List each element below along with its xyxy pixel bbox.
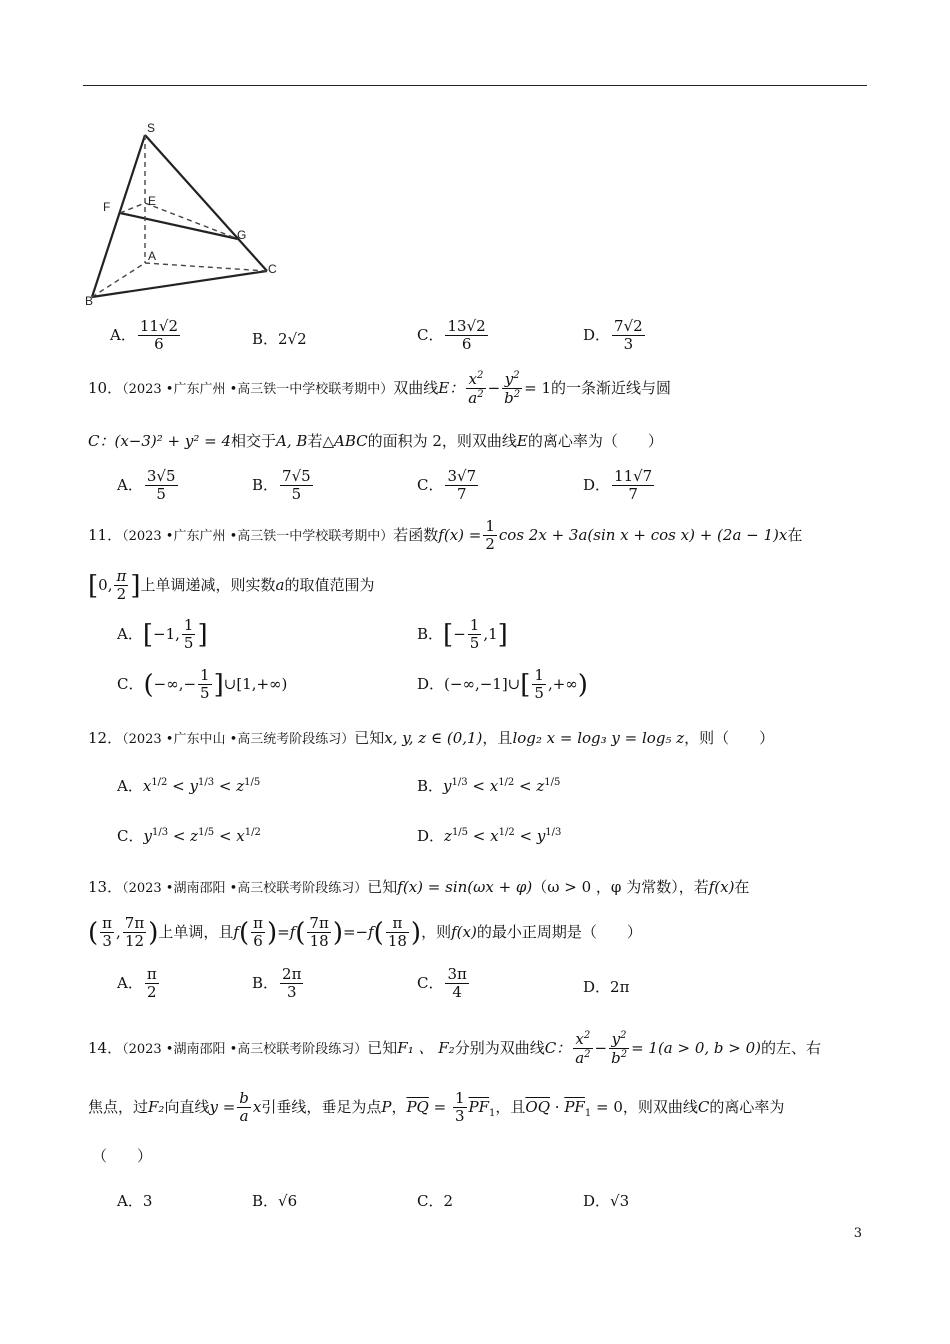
q13-option-a[interactable]: A． $\frac{\pi}{2}$	[117, 965, 157, 1002]
q10-stem-line2: C：(x−3)² + y² = 4相交于A, B若△ABC的面积为 2，则双曲线E的离心率为（ ）	[88, 432, 663, 450]
q11-option-d[interactable]: D．(−∞,−1]∪[ $\frac{1}{5}$ ,+∞)	[417, 666, 588, 703]
label-s: S	[147, 121, 156, 135]
q14-option-b[interactable]: B．√6	[252, 1192, 298, 1210]
q13-option-d[interactable]: D．2π	[583, 978, 630, 996]
q11-stem-line2: [0, $\frac{\pi}{2}$ ]上单调递减，则实数a的取值范围为	[88, 567, 375, 604]
q13-stem-line2: ( $\frac{\pi}{3}$ , $\frac{7\pi}{12}$ )上单调，且f( $\frac{\pi}{6}$ )=f( $\frac{7\pi}{18}$ )=−f( $\frac{\pi}{18}$ )，则f(x)的最小正周期是（ ）	[88, 914, 642, 951]
q10-option-a[interactable]: A． $\frac{3√5}{5}$	[117, 467, 176, 504]
q9-option-c[interactable]: C． $\frac{13√2}{6}$	[417, 317, 486, 354]
q9-option-b[interactable]: B．2√2	[252, 330, 307, 348]
q12-option-d[interactable]: D．$z^{1/5} < x^{1/2} < y^{1/3}$	[417, 827, 562, 845]
q11-stem-line1: 11．（2023 •广东广州 •高三铁一中学校联考期中）若函数f(x) = $\frac{1}{2}$ cos 2x + 3a(sin x + cos x) + (2a − 1)x在	[88, 517, 803, 554]
q14-option-c[interactable]: C．2	[417, 1192, 454, 1210]
q12-option-a[interactable]: A．$x^{1/2} < y^{1/3} < z^{1/5}$	[117, 777, 261, 795]
label-e: E	[148, 194, 157, 208]
q10-option-b[interactable]: B． $\frac{7√5}{5}$	[252, 467, 311, 504]
page-number: 3	[853, 1226, 862, 1241]
q14-option-a[interactable]: A．3	[117, 1192, 153, 1210]
label-a: A	[148, 249, 157, 263]
q13-stem-line1: 13．（2023 •湖南邵阳 •高三校联考阶段练习）已知f(x) = sin(ωx + φ)（ω > 0 ，φ 为常数），若f(x)在	[88, 878, 750, 896]
label-g: G	[237, 228, 247, 242]
q11-option-c[interactable]: C．(−∞,− $\frac{1}{5}$ ]∪[1,+∞)	[117, 666, 288, 703]
q10-option-d[interactable]: D． $\frac{11√7}{7}$	[583, 467, 653, 504]
q12-option-c[interactable]: C．$y^{1/3} < z^{1/5} < x^{1/2}$	[117, 827, 261, 845]
header-rule	[83, 85, 867, 86]
q10-option-c[interactable]: C． $\frac{3√7}{7}$	[417, 467, 477, 504]
q9-option-a[interactable]: A． $\frac{11√2}{6}$	[110, 317, 179, 354]
label-b: B	[85, 294, 94, 308]
pyramid-figure	[80, 115, 280, 310]
q14-stem-line3: （ ）	[92, 1147, 153, 1165]
q9-option-d[interactable]: D． $\frac{7√2}{3}$	[583, 317, 643, 354]
q11-option-a[interactable]: A．[−1, $\frac{1}{5}$ ]	[117, 616, 208, 653]
q10-stem-line1: 10．（2023 •广东广州 •高三铁一中学校联考期中）双曲线E： $\frac{x^2}{a^2}$ − $\frac{y^2}{b^2}$ = 1的一条渐近线与圆	[88, 370, 672, 408]
q13-option-c[interactable]: C． $\frac{3\pi}{4}$	[417, 965, 467, 1002]
q12-stem: 12．（2023 •广东中山 •高三统考阶段练习）已知x, y, z ∈ (0,1)，且log₂ x = log₃ y = log₅ z，则（ ）	[88, 729, 775, 747]
q14-option-d[interactable]: D．√3	[583, 1192, 630, 1210]
q14-stem-line1: 14．（2023 •湖南邵阳 •高三校联考阶段练习）已知F₁ 、 F₂分别为双曲线C： $\frac{x^2}{a^2}$ − $\frac{y^2}{b^2}$ = 1(a > 0, b > 0)的左、右	[88, 1030, 822, 1068]
q13-option-b[interactable]: B． $\frac{2\pi}{3}$	[252, 965, 302, 1002]
label-c: C	[268, 262, 277, 276]
q11-option-b[interactable]: B．[− $\frac{1}{5}$ ,1]	[417, 616, 508, 653]
q12-option-b[interactable]: B．$y^{1/3} < x^{1/2} < z^{1/5}$	[417, 777, 561, 795]
q14-stem-line2: 焦点，过F₂向直线y = $\frac{b}{a}$ x引垂线，垂足为点P，$\overline{PQ}$ = $\frac{1}{3}$ $\overline{PF}_1$，且$\overline{OQ} \cdot \overline{PF}_1 = 0$，则双曲线C的离心率为	[88, 1089, 785, 1126]
label-f: F	[103, 200, 111, 214]
